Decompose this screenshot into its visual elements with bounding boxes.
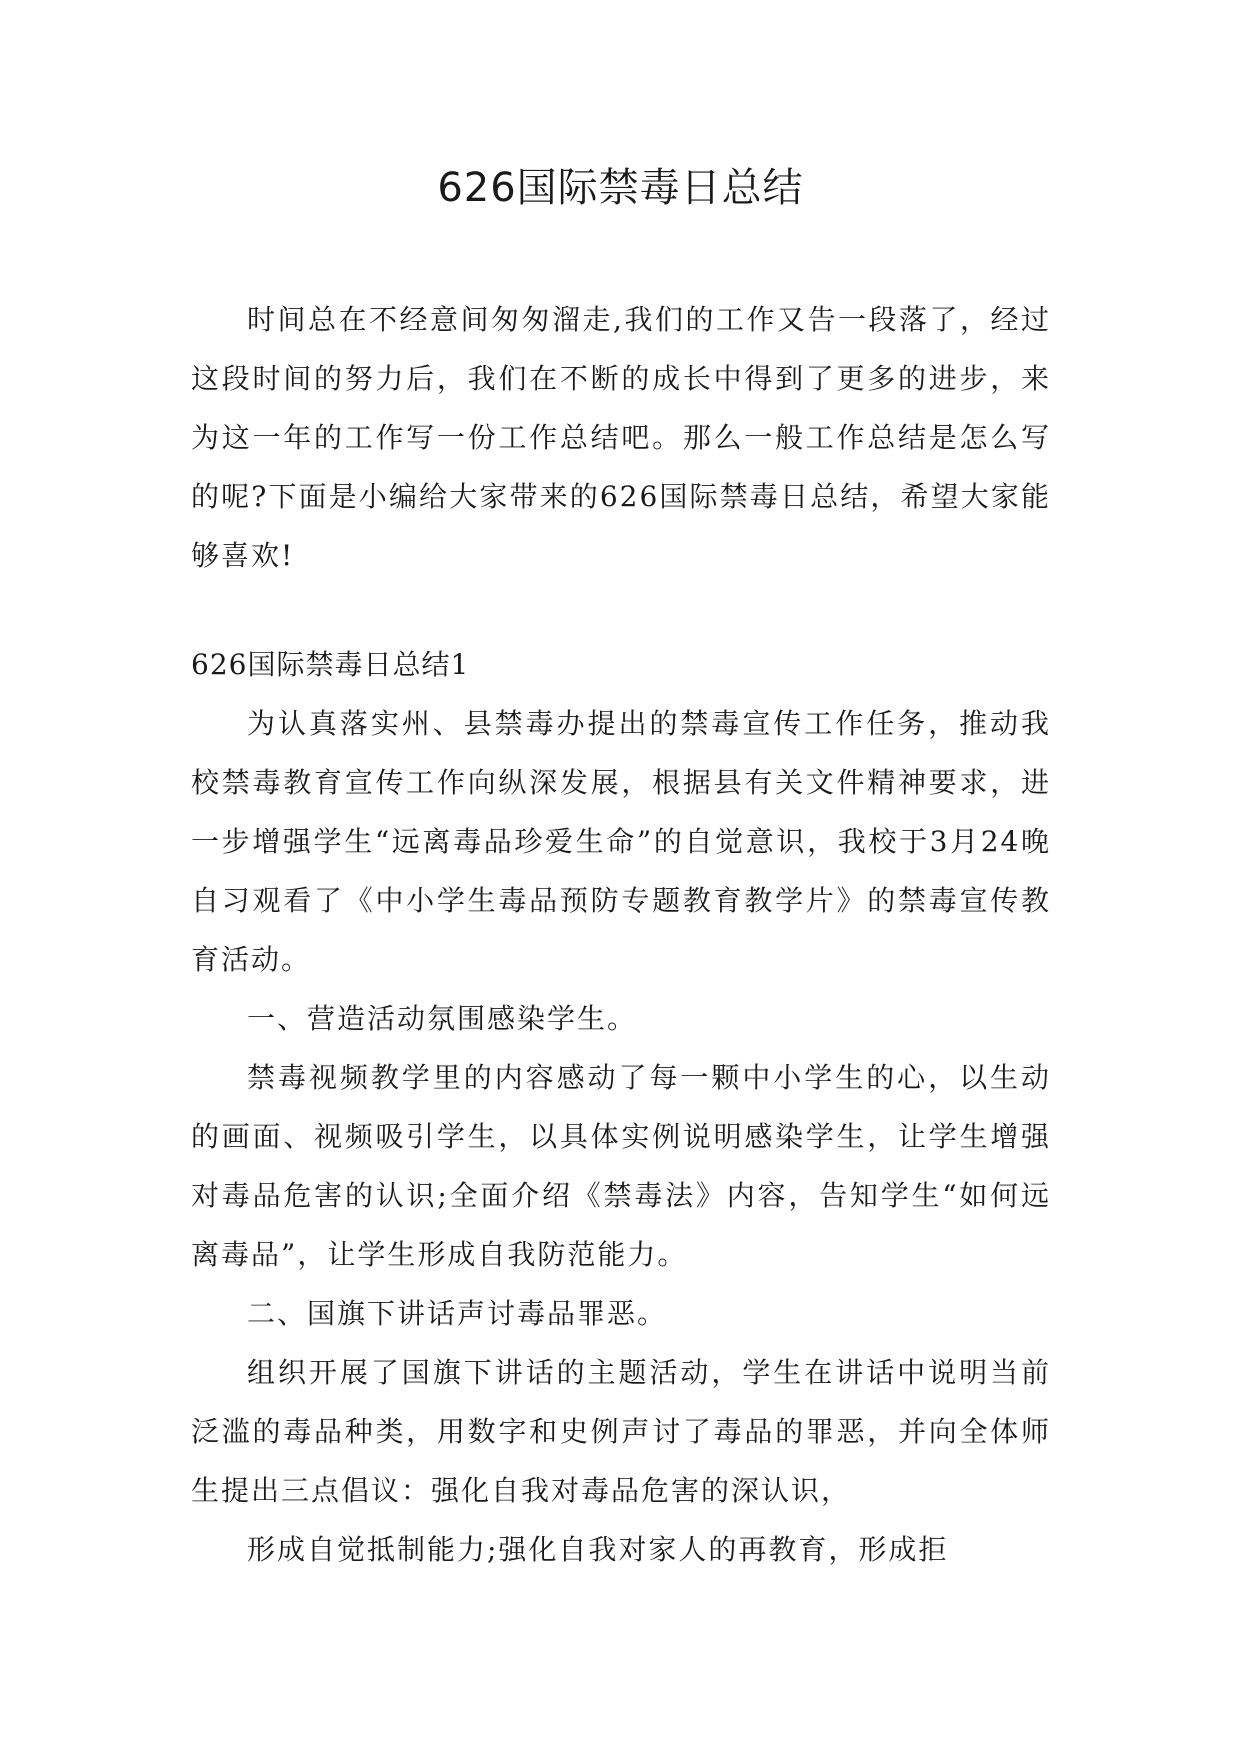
intro-paragraph: 时间总在不经意间匆匆溜走,我们的工作又告一段落了，经过这段时间的努力后，我们在不断的成长中得到了更多的进步，来为这一年的工作写一份工作总结吧。那么一般工作总结是怎么写的呢?下面是小编给大家带来的626国际禁毒日总结，希望大家能够喜欢! [191, 303, 1051, 572]
body-paragraph: 为认真落实州、县禁毒办提出的禁毒宣传工作任务，推动我校禁毒教育宣传工作向纵深发展，根据县有关文件精神要求，进一步增强学生“远离毒品珍爱生命”的自觉意识，我校于3月24晚自习观看了《中小学生毒品预防专题教育教学片》的禁毒宣传教育活动。 [191, 707, 1051, 976]
body-paragraph: 组织开展了国旗下讲话的主题活动，学生在讲话中说明当前泛滥的毒品种类，用数字和史例声讨了毒品的罪恶，并向全体师生提出三点倡议：强化自我对毒品危害的深认识， [191, 1356, 1051, 1507]
document-body [191, 290, 1051, 1579]
document-title: 626国际禁毒日总结 [437, 165, 804, 211]
body-paragraph: 禁毒视频教学里的内容感动了每一颗中小学生的心，以生动的画面、视频吸引学生，以具体实例说明感染学生，让学生增强对毒品危害的认识;全面介绍《禁毒法》内容，告知学生“如何远离毒品”，让学生形成自我防范能力。 [191, 1061, 1051, 1271]
body-paragraph: 形成自觉抵制能力;强化自我对家人的再教育，形成拒 [247, 1533, 949, 1566]
subheading-two: 二、国旗下讲话声讨毒品罪恶。 [247, 1297, 668, 1330]
subheading-one: 一、营造活动氛围感染学生。 [247, 1002, 638, 1035]
section-heading: 626国际禁毒日总结1 [191, 648, 470, 681]
